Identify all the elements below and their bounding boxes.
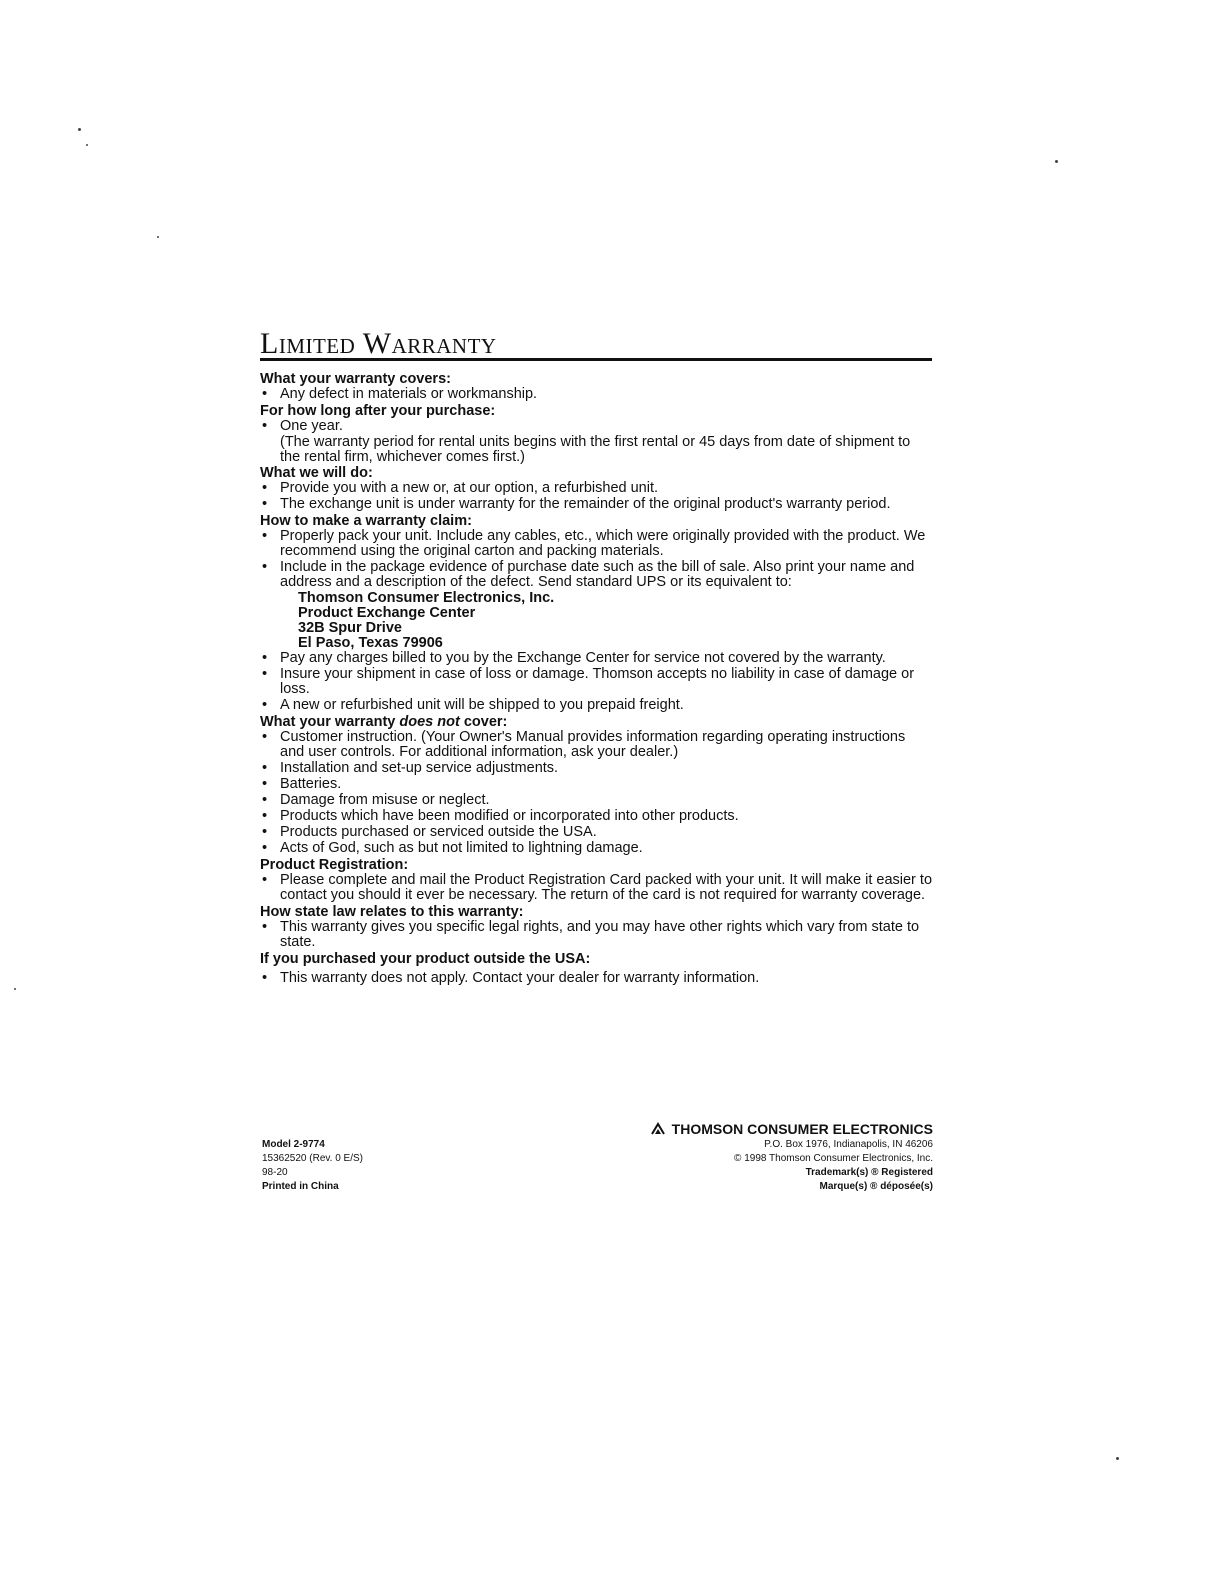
trademark-notice: Trademark(s) ® Registered — [805, 1167, 933, 1178]
covers-heading: What your warranty covers: — [260, 371, 451, 387]
address-line: 32B Spur Drive — [298, 620, 402, 636]
list-item: • Damage from misuse or neglect. — [262, 792, 490, 808]
company-address: P.O. Box 1976, Indianapolis, IN 46206 — [764, 1139, 933, 1150]
list-item: • Pay any charges billed to you by the Exchange Center for service not covered by the warranty. — [262, 650, 886, 666]
list-item: • Insure your shipment in case of loss or damage. Thomson accepts no liability in case of damage or loss. — [262, 666, 915, 697]
scan-speck — [1055, 160, 1058, 163]
list-item: • Acts of God, such as but not limited to lightning damage. — [262, 840, 643, 856]
list-item: • Products purchased or serviced outside the USA. — [262, 824, 597, 840]
we-will-do-heading: What we will do: — [260, 465, 373, 481]
list-item: • This warranty does not apply. Contact your dealer for warranty information. — [262, 970, 760, 986]
list-item: • This warranty gives you specific legal rights, and you may have other rights which vary from state to state. — [262, 919, 920, 950]
scan-speck — [1116, 1457, 1119, 1460]
list-item: • A new or refurbished unit will be shipped to you prepaid freight. — [262, 697, 684, 713]
list-item: • Batteries. — [262, 776, 342, 792]
scan-speck — [78, 128, 81, 131]
outside-usa-heading: If you purchased your product outside the USA: — [260, 951, 591, 967]
list-item: • Any defect in materials or workmanship. — [262, 386, 538, 402]
scan-speck — [14, 988, 16, 990]
footer-right — [650, 1120, 933, 1194]
bullet-icon: • — [262, 386, 268, 402]
address-line: Product Exchange Center — [298, 605, 476, 621]
list-item: • Products which have been modified or incorporated into other products. — [262, 808, 739, 824]
list-item: • Customer instruction. (Your Owner's Manual provides information regarding operating instructions and user controls. For additional information, ask your dealer.) — [262, 729, 906, 760]
bullet-icon: • — [262, 840, 268, 856]
bullet-icon: • — [262, 418, 268, 434]
bullet-icon: • — [262, 729, 268, 745]
footer-left — [262, 1138, 363, 1194]
copyright: © 1998 Thomson Consumer Electronics, Inc. — [734, 1153, 933, 1164]
how-long-heading: For how long after your purchase: — [260, 403, 496, 419]
thomson-logo-icon — [650, 1122, 666, 1136]
bullet-icon: • — [262, 480, 268, 496]
bullet-icon: • — [262, 776, 268, 792]
model-number: Model 2-9774 — [262, 1139, 325, 1150]
state-law-heading: How state law relates to this warranty: — [260, 904, 524, 920]
bullet-icon: • — [262, 697, 268, 713]
bullet-icon: • — [262, 559, 268, 575]
scan-speck — [86, 144, 88, 146]
printed-in: Printed in China — [262, 1181, 339, 1192]
list-item: • One year. — [262, 418, 343, 434]
list-item: • Include in the package evidence of purchase date such as the bill of sale. Also print your name and address and a description of the defect. Send standard UPS or its equivalent to: — [262, 559, 915, 590]
bullet-icon: • — [262, 808, 268, 824]
bullet-icon: • — [262, 528, 268, 544]
bullet-icon: • — [262, 760, 268, 776]
brand-line — [650, 1120, 933, 1138]
claim-heading: How to make a warranty claim: — [260, 513, 472, 529]
scan-speck — [157, 236, 159, 238]
warranty-page — [260, 326, 932, 987]
bullet-icon: • — [262, 496, 268, 512]
address-line: El Paso, Texas 79906 — [298, 635, 443, 651]
bullet-icon: • — [262, 666, 268, 682]
bullet-icon: • — [262, 872, 268, 888]
bullet-icon: • — [262, 650, 268, 666]
bullet-icon: • — [262, 792, 268, 808]
list-item: • Installation and set-up service adjustments. — [262, 760, 559, 776]
not-cover-heading: What your warranty does not cover: — [260, 714, 508, 730]
page-title: Limited Warranty — [260, 327, 497, 360]
list-item: • The exchange unit is under warranty for the remainder of the original product's warranty period. — [262, 496, 891, 512]
list-item: • Provide you with a new or, at our option, a refurbished unit. — [262, 480, 659, 496]
address-line: Thomson Consumer Electronics, Inc. — [298, 590, 555, 606]
print-code: 98-20 — [262, 1167, 288, 1178]
list-item: • Properly pack your unit. Include any cables, etc., which were originally provided with the product. We recommend using the original carton and packing materials. — [262, 528, 926, 559]
marque-notice: Marque(s) ® déposée(s) — [819, 1181, 933, 1192]
registration-heading: Product Registration: — [260, 857, 409, 873]
bullet-icon: • — [262, 919, 268, 935]
bullet-icon: • — [262, 970, 268, 986]
bullet-icon: • — [262, 824, 268, 840]
list-item: • Please complete and mail the Product Registration Card packed with your unit. It will make it easier to contact you should it ever be necessary. The return of the card is not required for warranty coverage. — [262, 872, 933, 903]
part-number: 15362520 (Rev. 0 E/S) — [262, 1153, 363, 1164]
brand-name: THOMSON CONSUMER ELECTRONICS — [671, 1121, 933, 1137]
rental-note: (The warranty period for rental units begins with the first rental or 45 days from date of shipment to the rental firm, whichever comes first.) — [280, 434, 911, 465]
